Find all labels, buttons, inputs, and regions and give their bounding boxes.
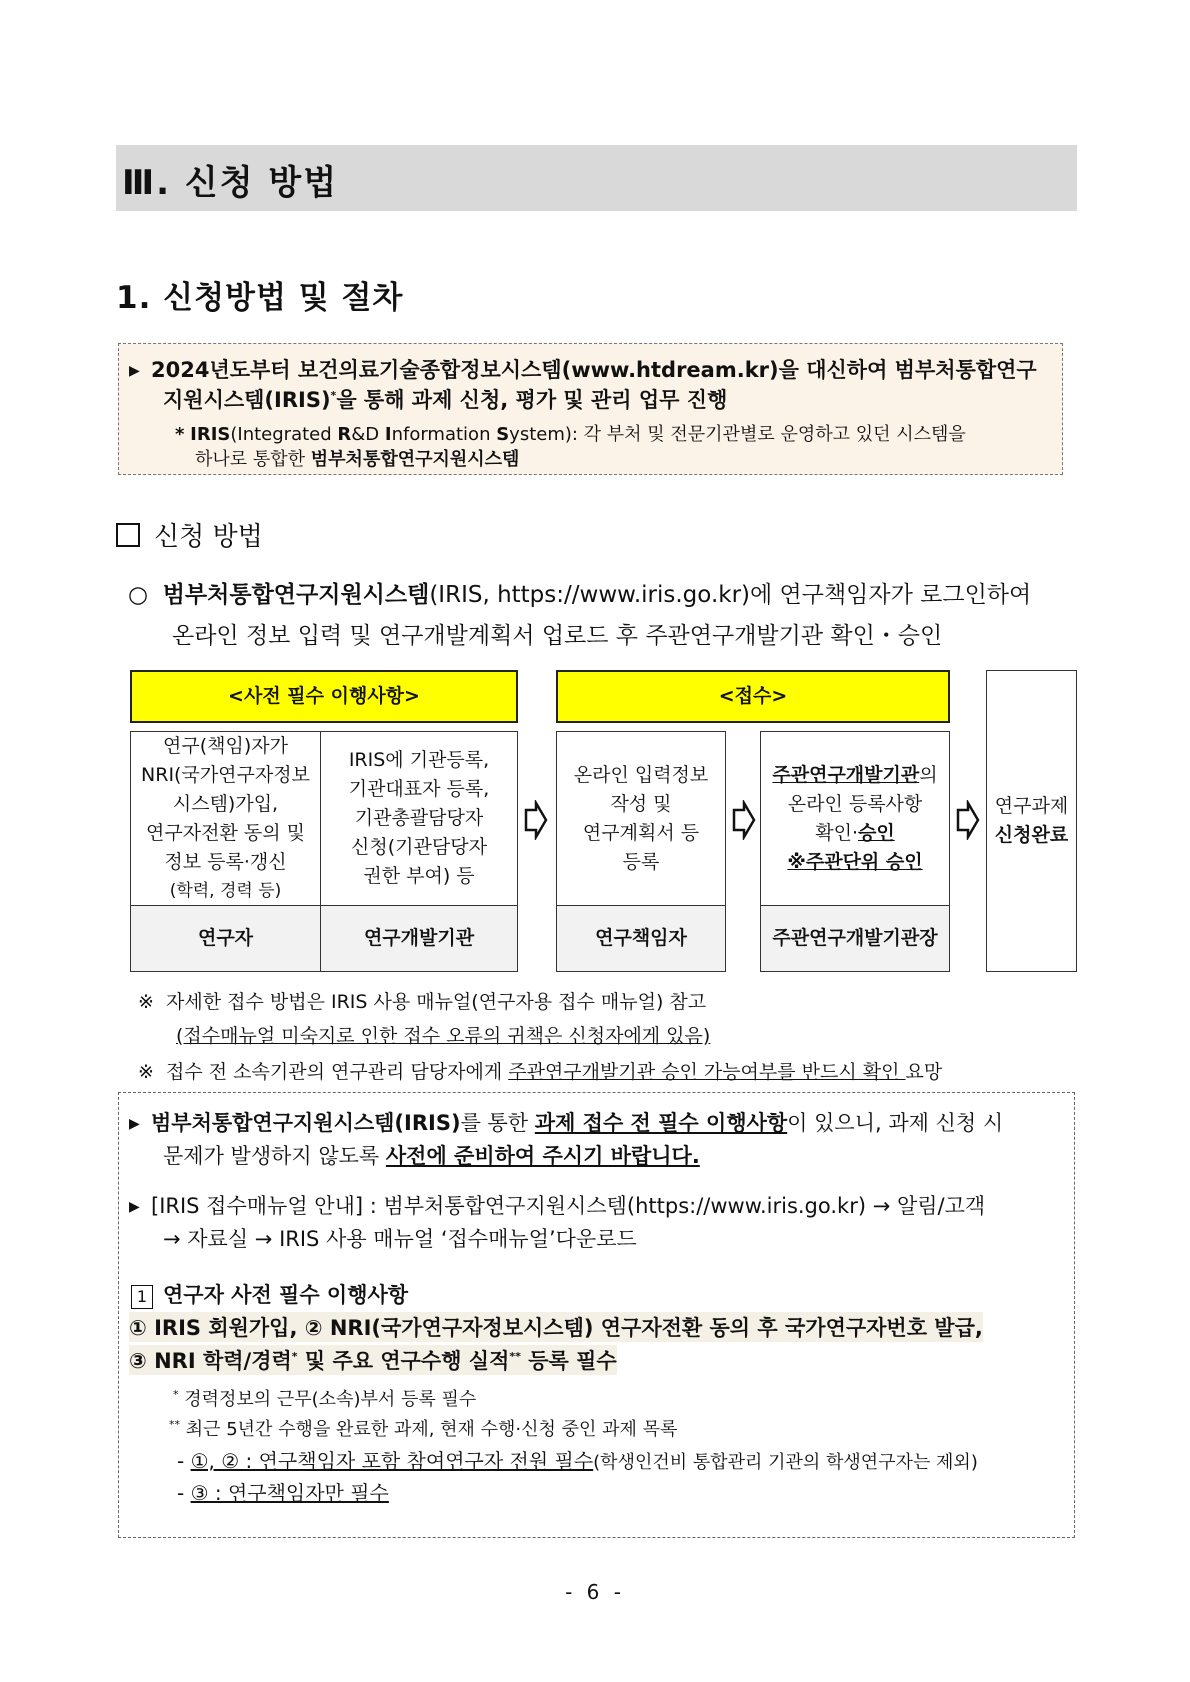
- prereq-manual-text-1: [IRIS 접수매뉴얼 안내] : 범부처통합연구지원시스템(https://www.iris.go.kr) → 알림/고객: [151, 1194, 986, 1218]
- step2-line: 기관총괄담당자: [354, 807, 484, 829]
- note-approval-c: 요망: [905, 1061, 943, 1083]
- fn-line2b: 범부처통합연구지원시스템: [310, 449, 520, 470]
- fn3-all-researchers: ①, ② : 연구책임자 포함 참여연구자 전원 필수: [190, 1449, 594, 1473]
- req2-c: 등록 필수: [520, 1349, 617, 1373]
- prereq-avoid: 문제가 발생하지 않도록: [163, 1144, 386, 1168]
- step3-line: 온라인 입력정보: [573, 763, 709, 786]
- prereq-line-2: [163, 1140, 700, 1170]
- final-line-2: 신청완료: [994, 824, 1069, 846]
- note-manual-text: 자세한 접수 방법은 IRIS 사용 매뉴얼(연구자용 접수 매뉴얼) 참고: [166, 991, 707, 1013]
- method-iris-name: 범부처통합연구지원시스템: [162, 582, 430, 608]
- flow-arrow-icon: [955, 800, 981, 840]
- circle-bullet-icon: ○: [128, 582, 149, 608]
- fn-r: R: [337, 424, 352, 445]
- fn-ystem: ystem): 각 부처 및 전문기관별로 운영하고 있던 시스템을: [509, 424, 966, 445]
- prereq-tail: 이 있으니, 과제 신청 시: [787, 1111, 1004, 1135]
- step4-line-4: [787, 848, 922, 877]
- prereq-through: 를 통한: [460, 1111, 535, 1135]
- step1-line: NRI(국가연구자정보: [141, 763, 310, 786]
- note-responsibility: [176, 1021, 710, 1048]
- fn2-mark: **: [169, 1418, 180, 1431]
- notice-footnote-line-2: [195, 445, 519, 471]
- step2-line: 기관대표자 등록,: [348, 778, 490, 800]
- step4-line-3: [815, 819, 894, 848]
- step3-line: 등록: [622, 850, 660, 873]
- item-title-text: 연구자 사전 필수 이행사항: [163, 1283, 409, 1307]
- notice-text-1: 2024년도부터 보건의료기술종합정보시스템(www.htdream.kr)을 대신하여 범부처통합연구: [151, 358, 1037, 382]
- step3-line: 작성 및: [610, 792, 672, 815]
- fn1-mark: *: [173, 1388, 179, 1401]
- flow-step-institution-approval: [760, 731, 950, 906]
- notice-footnote-line-1: [175, 420, 966, 446]
- step1-line: (학력, 경력 등): [169, 880, 282, 901]
- note-manual: [138, 987, 706, 1014]
- step4-line-2: 온라인 등록사항: [787, 792, 923, 815]
- flow-step-nri-registration: [130, 731, 321, 906]
- fn2-text: 최근 5년간 수행을 완료한 과제, 현재 수행·신청 중인 과제 목록: [180, 1419, 678, 1440]
- req2-sup1: *: [291, 1350, 298, 1363]
- subsection-label: 신청 방법: [154, 522, 263, 552]
- checkbox-square-icon: [116, 523, 140, 547]
- step4-confirm: 확인·: [815, 821, 859, 844]
- step4-institution: 주관연구개발기관: [772, 763, 920, 786]
- fn-iris: IRIS: [190, 424, 231, 445]
- fn4-pi-only: ③ : 연구책임자만 필수: [190, 1481, 389, 1505]
- flow-header-prereq: <사전 필수 이행사항>: [130, 670, 518, 723]
- prereq-footnote-2: [169, 1415, 677, 1441]
- req2-a: ③ NRI 학력/경력: [129, 1349, 292, 1373]
- triangle-bullet-icon: ▶: [129, 1116, 140, 1132]
- method-line-2: 온라인 정보 입력 및 연구개발계획서 업로드 후 주관연구개발기관 확인・승인: [172, 623, 943, 649]
- step1-line: 정보 등록·갱신: [164, 850, 287, 873]
- prereq-line-1: [129, 1107, 1003, 1137]
- triangle-bullet-icon: ▶: [129, 363, 140, 379]
- flow-step-online-input: [556, 731, 726, 906]
- flow-step-complete: [986, 670, 1077, 972]
- final-line-1: 연구과제: [994, 795, 1069, 817]
- note-approval-a: 접수 전 소속기관의 연구관리 담당자에게: [166, 1061, 509, 1083]
- fn-and: &D: [351, 424, 385, 445]
- prereq-prepare: 사전에 준비하여 주시기 바랍니다.: [385, 1144, 700, 1168]
- notice-text-2a: 지원시스템(IRIS): [163, 388, 331, 412]
- step1-line: 시스템)가입,: [172, 792, 279, 815]
- fn4-dash: -: [177, 1481, 191, 1505]
- fn-s: S: [496, 424, 510, 445]
- page-number: - 6 -: [565, 1580, 625, 1604]
- flow-header-reception: <접수>: [556, 670, 950, 723]
- fn3-exception: (학생인건비 통합관리 기관의 학생연구자는 제외): [593, 1452, 978, 1473]
- notice-line-2: [163, 384, 727, 414]
- method-line-1: [128, 576, 1031, 609]
- prereq-item-title: [131, 1279, 408, 1309]
- note-approval: [138, 1057, 942, 1084]
- item-number-box: 1: [131, 1285, 153, 1309]
- flow-arrow-icon: [523, 800, 549, 840]
- step4-unit-approval: ※주관단위 승인: [787, 850, 923, 873]
- flow-step-institution-registration: [320, 731, 518, 906]
- step2-line: 신청(기관담당자: [351, 836, 487, 858]
- note-approval-b: 주관연구개발기관 승인 가능여부를 반드시 확인: [508, 1061, 906, 1083]
- fn-nformation: nformation: [391, 424, 497, 445]
- prereq-requirement-2: [129, 1345, 617, 1375]
- step3-line: 연구계획서 등: [582, 821, 700, 844]
- actor-institution-head: 주관연구개발기관장: [760, 905, 950, 972]
- chapter-title: Ⅲ. 신청 방법: [122, 163, 339, 203]
- notice-text-2b: 을 통해 과제 신청, 평가 및 관리 업무 진행: [336, 388, 728, 412]
- prereq-footnote-1: [173, 1385, 476, 1411]
- fn1-text: 경력정보의 근무(소속)부서 등록 필수: [178, 1389, 477, 1410]
- prerequisite-box: [118, 1092, 1075, 1538]
- reference-mark-icon: ※: [138, 991, 154, 1013]
- actor-researcher: 연구자: [130, 905, 321, 972]
- step4-line-1: [772, 761, 937, 790]
- flow-arrow-icon: [731, 800, 757, 840]
- prereq-footnote-3: [177, 1445, 978, 1474]
- step1-line: 연구(책임)자가: [163, 734, 288, 757]
- fn-inf: I: [384, 424, 392, 445]
- step2-line: 권한 부여) 등: [363, 865, 475, 887]
- step1-line: 연구자전환 동의 및: [146, 821, 305, 844]
- prereq-manual-line-1: [129, 1190, 985, 1220]
- footnote-mark: *: [330, 389, 337, 402]
- triangle-bullet-icon: ▶: [129, 1199, 140, 1215]
- fn-i: (Integrated: [230, 424, 338, 445]
- prereq-manual-line-2: → 자료실 → IRIS 사용 매뉴얼 ‘접수매뉴얼’다운로드: [163, 1227, 637, 1251]
- prereq-requirement-1: ① IRIS 회원가입, ② NRI(국가연구자정보시스템) 연구자전환 동의 후 국가연구자번호 발급,: [129, 1312, 983, 1342]
- fn3-dash: -: [177, 1449, 191, 1473]
- actor-institution: 연구개발기관: [320, 905, 518, 972]
- method-text-1b: (IRIS, https://www.iris.go.kr)에 연구책임자가 로그인하여: [429, 582, 1032, 608]
- reference-mark-icon: ※: [138, 1061, 154, 1083]
- prereq-iris: 범부처통합연구지원시스템(IRIS): [151, 1111, 461, 1135]
- fn-star: *: [175, 424, 185, 445]
- notice-line-1: [129, 354, 1037, 384]
- section-title: 1. 신청방법 및 절차: [116, 280, 404, 316]
- actor-principal-investigator: 연구책임자: [556, 905, 726, 972]
- req2-b: 및 주요 연구수행 실적: [297, 1349, 510, 1373]
- step4-particle: 의: [919, 763, 938, 786]
- note-responsibility-text: (접수매뉴얼 미숙지로 인한 접수 오류의 귀책은 신청자에게 있음): [176, 1025, 711, 1047]
- fn-line2a: 하나로 통합한: [195, 449, 311, 470]
- step4-approval: 승인: [858, 821, 895, 844]
- chapter-header: [116, 145, 1077, 211]
- prereq-footnote-4: [177, 1477, 389, 1506]
- iris-notice-box: [118, 343, 1063, 475]
- step2-line: IRIS에 기관등록,: [348, 749, 490, 771]
- req2-sup2: **: [509, 1350, 521, 1363]
- subsection-title: [116, 516, 263, 553]
- prereq-mandatory: 과제 접수 전 필수 이행사항: [534, 1111, 788, 1135]
